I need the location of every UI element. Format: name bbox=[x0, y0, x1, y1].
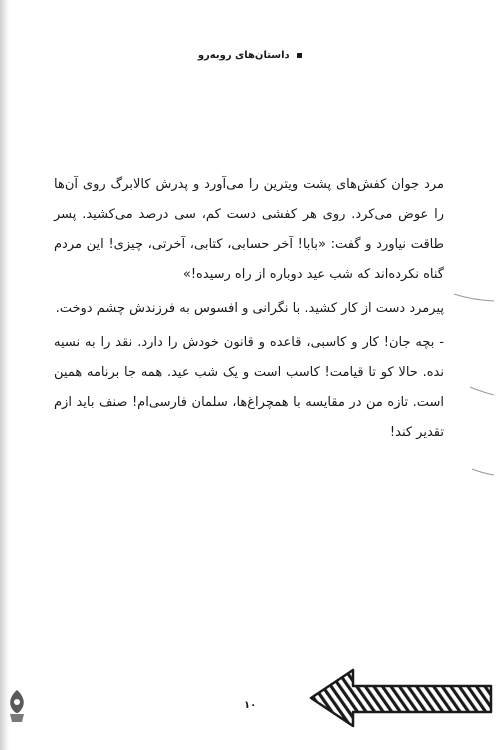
striped-arrow-left-icon bbox=[305, 664, 495, 728]
running-title: داستان‌های روبه‌رو bbox=[197, 50, 290, 61]
body-text bbox=[54, 170, 444, 452]
pencil-mark-icon bbox=[470, 466, 496, 478]
paragraph-2: پیرمرد دست از کار کشید. با نگرانی و افسوس به فرزندش چشم دوخت. bbox=[55, 301, 444, 316]
publisher-logo-icon bbox=[4, 688, 30, 724]
page-number: ۱۰ bbox=[244, 700, 257, 711]
running-header bbox=[0, 50, 500, 61]
pencil-mark-icon bbox=[468, 384, 496, 398]
paragraph-1: مرد جوان کفش‌های پشت ویترین را می‌آورد و پدرش کالابرگ روی آن‌ها را عوض می‌کرد. روی هر کفشی دست کم، سی درصد می‌کشید. پسر طاقت نیاورد و گفت: «بابا! آخر حسابی، کتابی، آخرتی، چیزی! این مردم گناه نکرده‌اند که شب عید دوباره از راه رسیده!» bbox=[54, 177, 444, 282]
pencil-mark-icon bbox=[452, 290, 496, 304]
header-bullet-icon bbox=[297, 53, 302, 58]
page-binding-edge bbox=[0, 0, 10, 750]
paragraph-3-dialogue: - بچه جان! کار و کاسبی، قاعده و قانون خودش را دارد. نقد را به نسیه نده. حالا کو تا قیامت! کاسب است و یک شب عید. همه جا برنامه همین است. تازه من در مقایسه با همچراغ‌ها، سلمان فارسی‌ام! صنف باید ازم تقدیر کند! bbox=[54, 335, 444, 440]
